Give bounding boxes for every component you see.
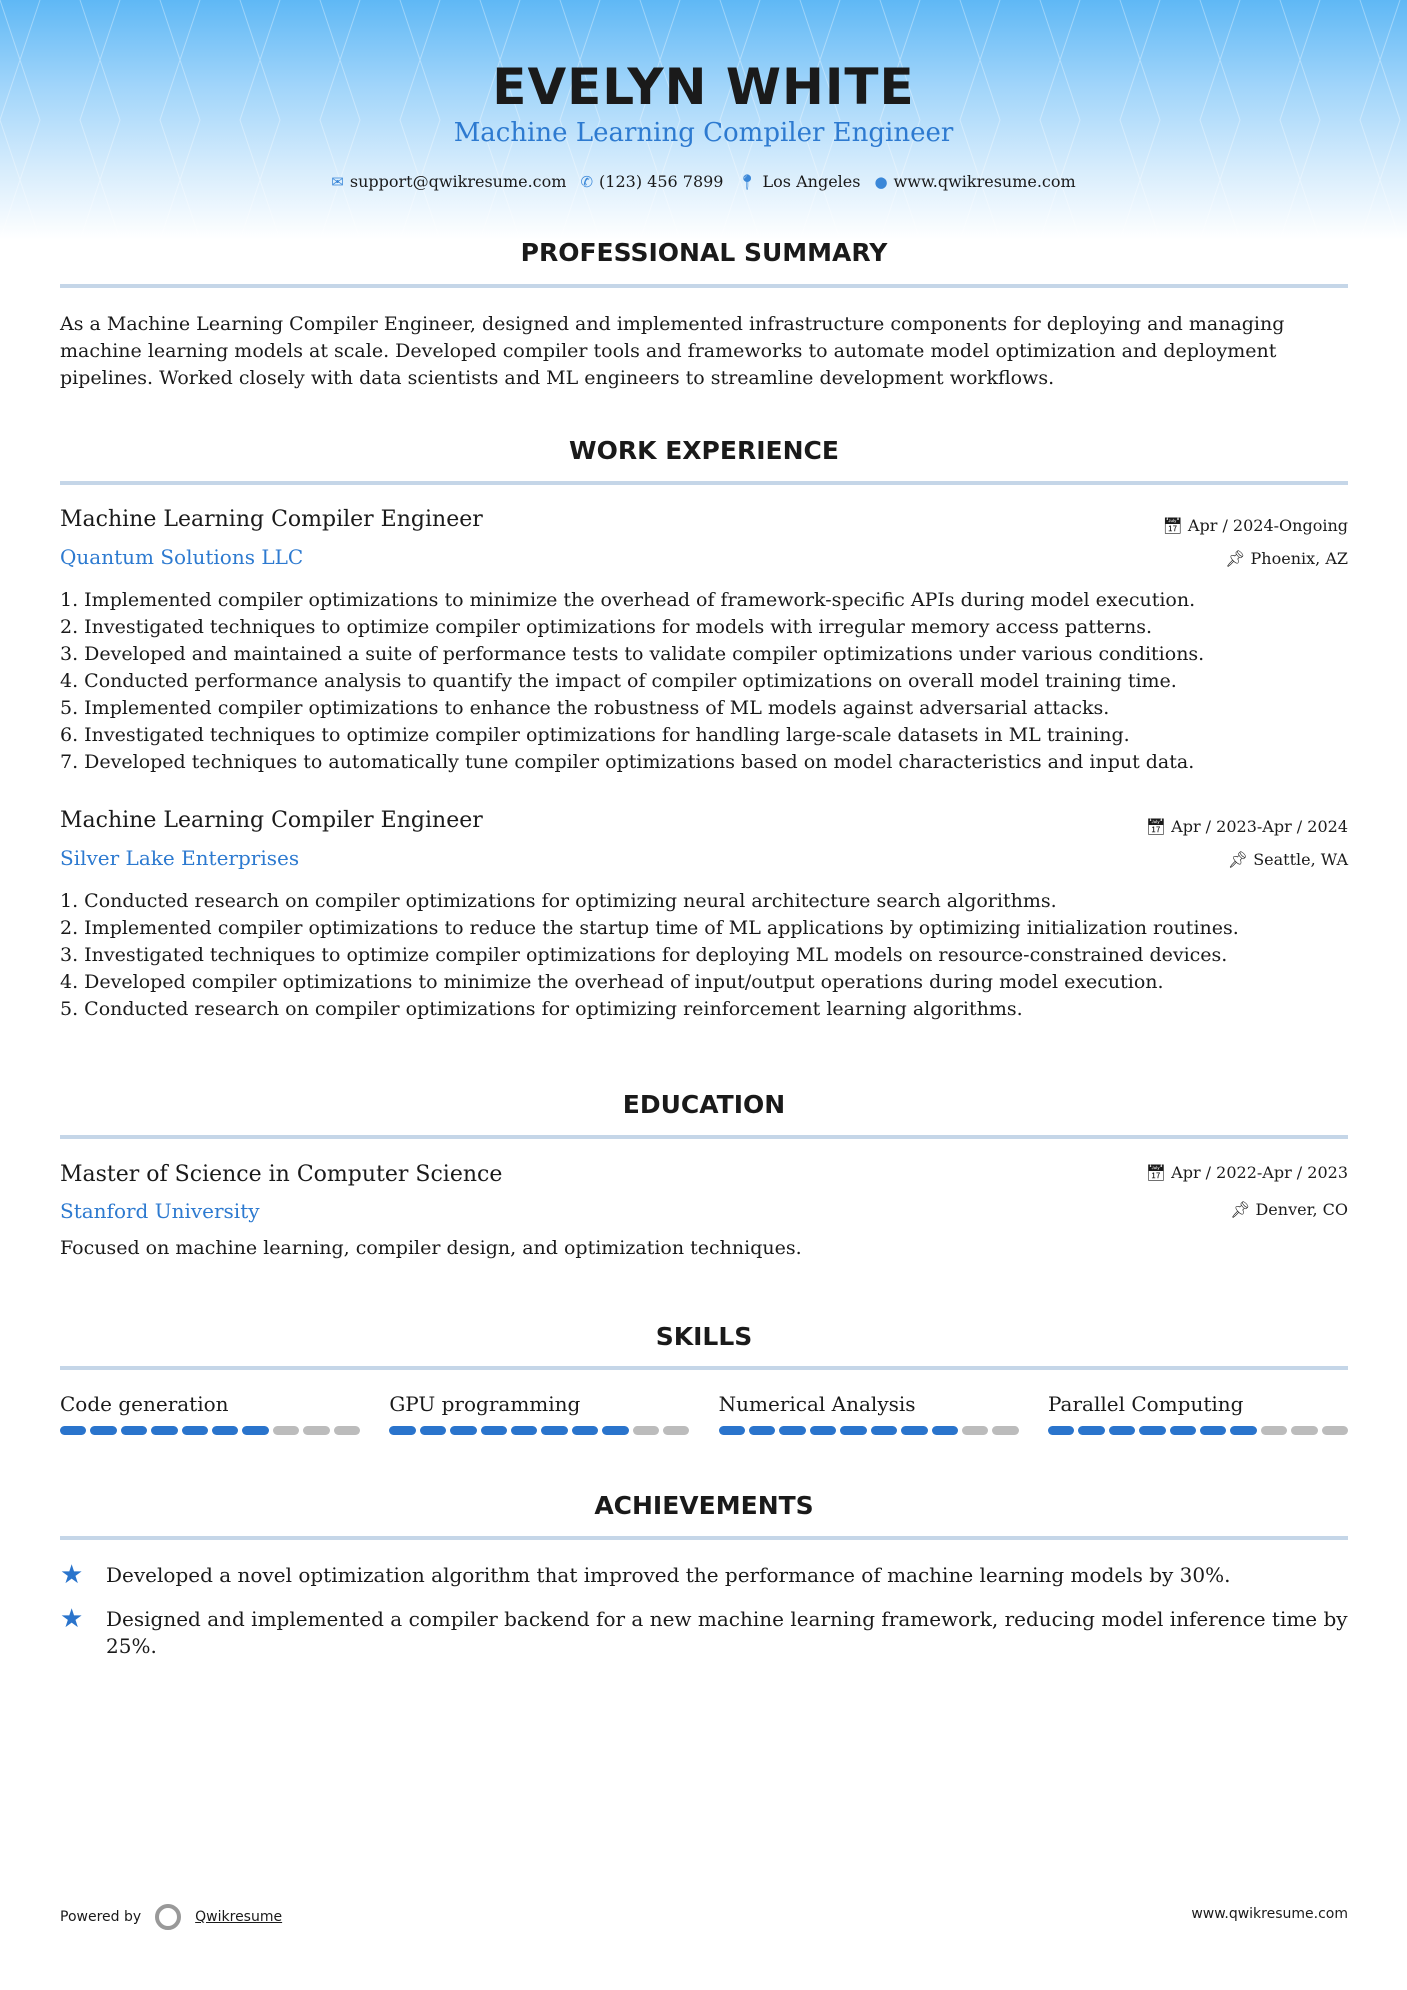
powered-by-label: Powered by [60,1909,142,1925]
list-item: 1. Implemented compiler optimizations to minimize the overhead of framework-specific APIs during model execution. [60,589,1196,611]
job-title: Machine Learning Compiler Engineer [60,808,483,833]
job-location: 📌︎ Seattle, WA [1227,850,1348,869]
calendar-icon: 📅︎ [1145,1163,1172,1182]
brand-link[interactable]: Qwikresume [195,1909,283,1925]
skill-name: Numerical Analysis [718,1392,916,1416]
education-location: 📌︎ Denver, CO [1230,1200,1348,1219]
summary-heading: PROFESSIONAL SUMMARY [520,238,888,267]
divider [60,481,1348,485]
globe-icon: ● [874,173,888,191]
job-date: 📅︎ Apr / 2024-Ongoing [1162,516,1348,535]
skill-segment-filled [90,1426,116,1435]
list-item: 4. Conducted performance analysis to quantify the impact of compiler optimizations on overall model training time. [60,670,1177,692]
skill-segment-filled [1170,1426,1196,1435]
list-item: 5. Conducted research on compiler optimizations for optimizing reinforcement learning algorithms. [60,998,1023,1020]
skill-name: Code generation [60,1392,229,1416]
divider [60,284,1348,288]
envelope-icon: ✉ [331,173,344,191]
list-item: 6. Investigated techniques to optimize compiler optimizations for handling large-scale datasets in ML training. [60,724,1130,746]
skill-segment-filled [871,1426,897,1435]
skill-segment-empty [663,1426,689,1435]
achievements-heading: ACHIEVEMENTS [594,1491,814,1520]
divider [60,1366,1348,1370]
skill-segment-empty [303,1426,329,1435]
education-date: 📅︎ Apr / 2022-Apr / 2023 [1145,1163,1348,1182]
map-marker-icon: 📍︎ [737,173,757,191]
calendar-icon: 📅︎ [1145,817,1172,836]
skill-item [719,1392,1019,1435]
skill-segment-filled [1109,1426,1135,1435]
skill-segment-filled [779,1426,805,1435]
education-description: Focused on machine learning, compiler design, and optimization techniques. [60,1237,802,1259]
pin-icon: 📌︎ [1227,850,1254,869]
pin-icon: 📌︎ [1230,1200,1256,1219]
skill-level-bar [389,1426,689,1435]
skill-segment-empty [1261,1426,1287,1435]
summary-text: As a Machine Learning Compiler Engineer, designed and implemented infrastructure components for deploying and managing machine learning models at scale. Developed compiler tools and frameworks to automate model optimization and deployment pipelines. Worked closely with data scientists and ML engineers to streamline development workflows. [60,313,1285,389]
pin-icon: 📌︎ [1225,549,1251,568]
skill-name: Parallel Computing [1047,1392,1244,1416]
candidate-name: EVELYN WHITE [492,58,915,116]
skill-segment-filled [212,1426,238,1435]
skill-segment-filled [541,1426,567,1435]
list-item: 2. Implemented compiler optimizations to reduce the startup time of ML applications by optimizing initialization routines. [60,917,1239,939]
job-company: Silver Lake Enterprises [60,846,300,870]
skill-segment-filled [572,1426,598,1435]
skill-segment-filled [840,1426,866,1435]
skill-segment-empty [633,1426,659,1435]
contact-info [0,172,1407,191]
skill-segment-filled [1048,1426,1074,1435]
skill-segment-filled [932,1426,958,1435]
skill-segment-filled [151,1426,177,1435]
skill-name: GPU programming [389,1392,581,1416]
list-item: 3. Investigated techniques to optimize compiler optimizations for deploying ML models on resource-constrained devices. [60,944,1228,966]
skill-segment-empty [1322,1426,1348,1435]
list-item: 1. Conducted research on compiler optimizations for optimizing neural architecture search algorithms. [60,890,1057,912]
skill-item [1048,1392,1348,1435]
job-bullets [60,888,1348,1023]
list-item: 5. Implemented compiler optimizations to enhance the robustness of ML models against adversarial attacks. [60,697,1110,719]
school: Stanford University [60,1199,260,1223]
list-item: 7. Developed techniques to automatically tune compiler optimizations based on model characteristics and input data. [60,751,1195,773]
phone-icon: ✆ [580,173,594,191]
work-heading: WORK EXPERIENCE [569,436,839,465]
achievement-item: ★ Designed and implemented a compiler backend for a new machine learning framework, reducing model inference time by 25%. [60,1604,1348,1658]
skill-segment-empty [1291,1426,1317,1435]
qwikresume-logo-icon [155,1904,181,1930]
list-item: 4. Developed compiler optimizations to minimize the overhead of input/output operations during model execution. [60,971,1164,993]
skill-level-bar [719,1426,1019,1435]
skill-segment-filled [389,1426,415,1435]
achievement-item: ★ Developed a novel optimization algorithm that improved the performance of machine learning models by 30%. [60,1560,1231,1590]
skill-segment-empty [273,1426,299,1435]
skill-segment-filled [602,1426,628,1435]
job-date: 📅︎ Apr / 2023-Apr / 2024 [1145,817,1348,836]
skill-segment-filled [901,1426,927,1435]
skill-segment-filled [1230,1426,1256,1435]
candidate-title: Machine Learning Compiler Engineer [453,118,954,148]
skill-level-bar [60,1426,360,1435]
contact-email[interactable]: ✉ support@qwikresume.com [331,172,567,191]
skill-segment-filled [182,1426,208,1435]
skill-segment-filled [1139,1426,1165,1435]
skill-segment-empty [992,1426,1018,1435]
skill-segment-filled [60,1426,86,1435]
skills-list [60,1392,1348,1435]
degree: Master of Science in Computer Science [60,1162,503,1187]
contact-phone: ✆ (123) 456 7899 [580,172,724,191]
skill-level-bar [1048,1426,1348,1435]
skill-segment-empty [962,1426,988,1435]
footer-url[interactable]: www.qwikresume.com [1191,1906,1348,1922]
skill-segment-filled [1200,1426,1226,1435]
skill-segment-filled [481,1426,507,1435]
skill-segment-empty [334,1426,360,1435]
list-item: 2. Investigated techniques to optimize compiler optimizations for models with irregular memory access patterns. [60,616,1153,638]
divider [60,1536,1348,1540]
skill-segment-filled [242,1426,268,1435]
contact-website[interactable]: ● www.qwikresume.com [874,172,1076,191]
skill-item [389,1392,689,1435]
skill-segment-filled [719,1426,745,1435]
job-company: Quantum Solutions LLC [60,545,304,569]
skill-segment-filled [450,1426,476,1435]
divider [60,1135,1348,1139]
skill-segment-filled [121,1426,147,1435]
skill-segment-filled [1078,1426,1104,1435]
job-title: Machine Learning Compiler Engineer [60,507,483,532]
job-location: 📌︎ Phoenix, AZ [1225,549,1348,568]
list-item: 3. Developed and maintained a suite of performance tests to validate compiler optimizations under various conditions. [60,643,1205,665]
skill-segment-filled [749,1426,775,1435]
skill-item [60,1392,360,1435]
skill-segment-filled [810,1426,836,1435]
footer-branding [60,1904,282,1930]
skill-segment-filled [420,1426,446,1435]
education-heading: EDUCATION [622,1090,786,1119]
calendar-icon: 📅︎ [1162,516,1188,535]
star-badge-icon: ★ [60,1560,84,1590]
job-bullets [60,587,1348,776]
contact-location: 📍︎ Los Angeles [737,172,861,191]
star-badge-icon: ★ [60,1604,84,1634]
skills-heading: SKILLS [655,1322,753,1351]
skill-segment-filled [511,1426,537,1435]
